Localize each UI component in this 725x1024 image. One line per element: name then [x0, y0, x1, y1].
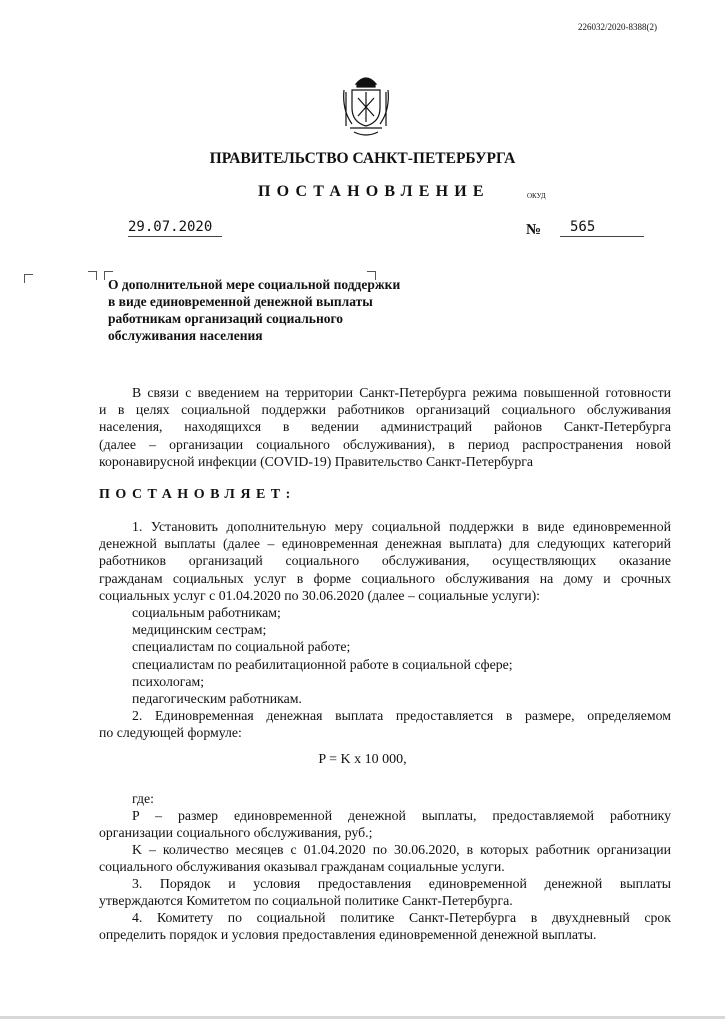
- scan-edge: [0, 1016, 725, 1019]
- definition-p: [99, 807, 671, 841]
- text-line: 4. Комитету по социальной политике Санкт-Петербурга в двухдневный срок: [132, 910, 671, 925]
- list-item: специалистам по реабилитационной работе в социальной сфере;: [132, 656, 513, 672]
- text-line: населения, находящихся в ведении администраций районов Санкт-Петербурга: [99, 419, 671, 435]
- subject-line: работникам организаций социального: [108, 311, 344, 326]
- number-sign: №: [526, 222, 542, 238]
- category-list: [132, 604, 513, 707]
- subject-line: в виде единовременной денежной выплаты: [108, 294, 373, 309]
- margin-mark: [88, 271, 97, 280]
- item-3: [99, 875, 671, 909]
- text-line: социальных услуг с 01.04.2020 по 30.06.2020 (далее – социальные услуги):: [99, 587, 541, 603]
- resolves-heading: ПОСТАНОВЛЯЕТ:: [99, 487, 296, 502]
- list-item: психологам;: [132, 673, 205, 689]
- coat-of-arms-icon: [340, 70, 392, 138]
- text-line: P – размер единовременной денежной выплаты, предоставляемой работнику: [132, 808, 671, 823]
- text-line: коронавирусной инфекции (COVID-19) Правительство Санкт-Петербурга: [99, 453, 534, 469]
- item-1: [99, 518, 671, 604]
- text-line: по следующей формуле:: [99, 725, 242, 741]
- subject-line: обслуживания населения: [108, 328, 263, 343]
- subject-line: О дополнительной мере социальной поддержки: [108, 277, 401, 292]
- where-label: где:: [132, 791, 154, 806]
- text-line: работников организаций социального обслуживания, осуществляющих оказание: [99, 553, 671, 569]
- okud-label: ОКУД: [527, 192, 546, 200]
- text-line: 2. Единовременная денежная выплата предоставляется в размере, определяемом: [132, 708, 671, 723]
- text-line: утверждаются Комитетом по социальной политике Санкт-Петербурга.: [99, 893, 513, 909]
- government-name: ПРАВИТЕЛЬСТВО САНКТ-ПЕТЕРБУРГА: [209, 150, 516, 167]
- definition-k: [99, 841, 671, 875]
- list-item: медицинским сестрам;: [132, 622, 267, 638]
- formula: P = K x 10 000,: [318, 752, 407, 767]
- text-line: социального обслуживания оказывал гражданам социальные услуги.: [99, 859, 505, 875]
- list-item: педагогическим работникам.: [132, 691, 302, 707]
- item-4: [99, 909, 671, 943]
- list-item: социальным работникам;: [132, 605, 281, 620]
- document-type: ПОСТАНОВЛЕНИЕ: [258, 183, 490, 200]
- text-line: В связи с введением на территории Санкт-Петербурга режима повышенной готовности: [132, 385, 671, 400]
- text-line: гражданам социальных услуг в форме социального обслуживания на дому и срочных: [99, 570, 671, 586]
- text-line: денежной выплаты (далее – единовременная денежная выплата) для следующих категорий: [99, 536, 671, 552]
- item-2: [99, 707, 671, 741]
- document-subject: [108, 276, 438, 344]
- text-line: определить порядок и условия предоставления единовременной денежной выплаты.: [99, 927, 597, 943]
- document-date: 29.07.2020: [128, 219, 222, 237]
- text-line: K – количество месяцев с 01.04.2020 по 30.06.2020, в которых работник организации: [132, 842, 671, 857]
- preamble: [99, 384, 671, 470]
- document-number: 565: [560, 219, 644, 237]
- text-line: 1. Установить дополнительную меру социальной поддержки в виде единовременной: [132, 519, 671, 534]
- list-item: специалистам по социальной работе;: [132, 639, 351, 655]
- text-line: (далее – организации социального обслуживания), в период распространения новой: [99, 436, 671, 452]
- text-line: организации социального обслуживания, руб.;: [99, 825, 373, 841]
- text-line: 3. Порядок и условия предоставления единовременной денежной выплаты: [132, 876, 671, 891]
- text-line: и в целях социальной поддержки работников организаций социального обслуживания: [99, 402, 671, 418]
- margin-mark: [24, 274, 33, 283]
- document-id: 226032/2020-8388(2): [578, 22, 657, 32]
